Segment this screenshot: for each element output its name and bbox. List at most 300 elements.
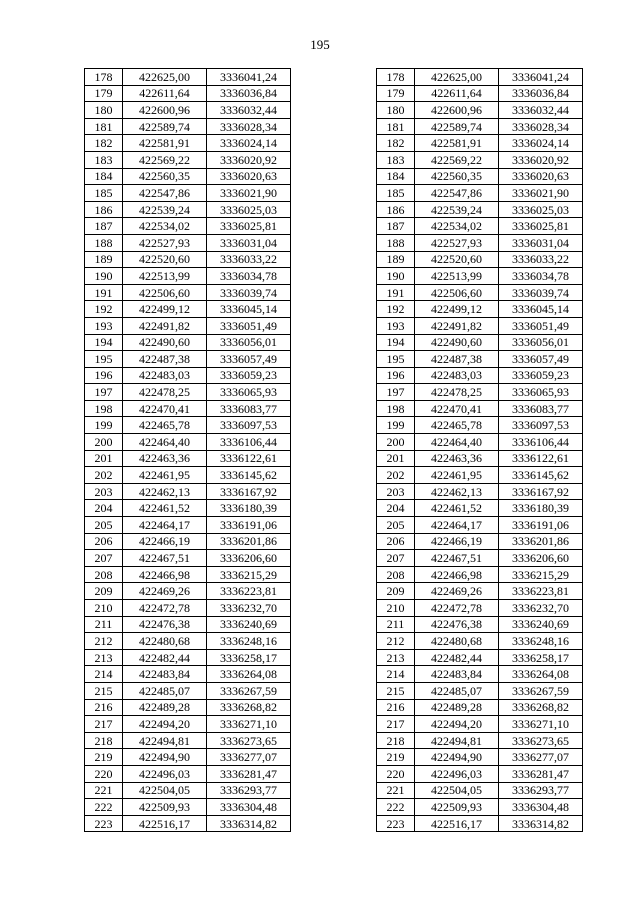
y-coordinate-cell: 3336258,17 — [207, 649, 291, 666]
x-coordinate-cell: 422485,07 — [123, 682, 207, 699]
x-coordinate-cell: 422491,82 — [123, 317, 207, 334]
point-number-cell: 210 — [85, 600, 123, 617]
x-coordinate-cell: 422472,78 — [123, 600, 207, 617]
x-coordinate-cell: 422534,02 — [415, 218, 499, 235]
point-number-cell: 199 — [377, 417, 415, 434]
point-number-cell: 179 — [85, 85, 123, 102]
y-coordinate-cell: 3336273,65 — [207, 732, 291, 749]
x-coordinate-cell: 422464,40 — [123, 434, 207, 451]
point-number-cell: 206 — [377, 533, 415, 550]
x-coordinate-cell: 422482,44 — [415, 649, 499, 666]
point-number-cell: 223 — [377, 815, 415, 832]
y-coordinate-cell: 3336032,44 — [207, 102, 291, 119]
x-coordinate-cell: 422491,82 — [415, 317, 499, 334]
point-number-cell: 202 — [377, 467, 415, 484]
point-number-cell: 192 — [377, 301, 415, 318]
y-coordinate-cell: 3336223,81 — [207, 583, 291, 600]
x-coordinate-cell: 422494,20 — [415, 716, 499, 733]
point-number-cell: 184 — [377, 168, 415, 185]
y-coordinate-cell: 3336264,08 — [499, 666, 583, 683]
y-coordinate-cell: 3336051,49 — [499, 317, 583, 334]
y-coordinate-cell: 3336201,86 — [207, 533, 291, 550]
x-coordinate-cell: 422509,93 — [123, 799, 207, 816]
x-coordinate-cell: 422600,96 — [415, 102, 499, 119]
x-coordinate-cell: 422464,17 — [123, 517, 207, 534]
x-coordinate-cell: 422494,20 — [123, 716, 207, 733]
y-coordinate-cell: 3336025,81 — [499, 218, 583, 235]
table-row — [85, 434, 291, 451]
y-coordinate-cell: 3336033,22 — [207, 251, 291, 268]
y-coordinate-cell: 3336314,82 — [207, 815, 291, 832]
y-coordinate-cell: 3336065,93 — [499, 384, 583, 401]
table-row — [85, 367, 291, 384]
y-coordinate-cell: 3336059,23 — [207, 367, 291, 384]
y-coordinate-cell: 3336021,90 — [207, 185, 291, 202]
point-number-cell: 216 — [85, 699, 123, 716]
table-body — [377, 69, 583, 832]
y-coordinate-cell: 3336097,53 — [207, 417, 291, 434]
x-coordinate-cell: 422467,51 — [123, 550, 207, 567]
y-coordinate-cell: 3336059,23 — [499, 367, 583, 384]
table-row — [377, 782, 583, 799]
x-coordinate-cell: 422569,22 — [415, 151, 499, 168]
x-coordinate-cell: 422516,17 — [415, 815, 499, 832]
point-number-cell: 194 — [377, 334, 415, 351]
table-row — [85, 301, 291, 318]
x-coordinate-cell: 422527,93 — [123, 234, 207, 251]
y-coordinate-cell: 3336268,82 — [499, 699, 583, 716]
table-row — [377, 600, 583, 617]
x-coordinate-cell: 422494,90 — [123, 749, 207, 766]
table-row — [377, 234, 583, 251]
table-row — [377, 749, 583, 766]
x-coordinate-cell: 422625,00 — [415, 69, 499, 86]
x-coordinate-cell: 422467,51 — [415, 550, 499, 567]
point-number-cell: 209 — [377, 583, 415, 600]
y-coordinate-cell: 3336036,84 — [499, 85, 583, 102]
point-number-cell: 221 — [85, 782, 123, 799]
table-body — [85, 69, 291, 832]
table-row — [85, 168, 291, 185]
y-coordinate-cell: 3336304,48 — [207, 799, 291, 816]
x-coordinate-cell: 422506,60 — [123, 284, 207, 301]
table-row — [377, 367, 583, 384]
point-number-cell: 219 — [85, 749, 123, 766]
x-coordinate-cell: 422527,93 — [415, 234, 499, 251]
point-number-cell: 203 — [85, 483, 123, 500]
y-coordinate-cell: 3336314,82 — [499, 815, 583, 832]
point-number-cell: 185 — [377, 185, 415, 202]
table-row — [85, 384, 291, 401]
table-row — [85, 649, 291, 666]
x-coordinate-cell: 422466,98 — [123, 566, 207, 583]
table-row — [85, 417, 291, 434]
y-coordinate-cell: 3336033,22 — [499, 251, 583, 268]
point-number-cell: 210 — [377, 600, 415, 617]
y-coordinate-cell: 3336024,14 — [207, 135, 291, 152]
table-row — [377, 400, 583, 417]
point-number-cell: 209 — [85, 583, 123, 600]
table-row — [377, 434, 583, 451]
x-coordinate-cell: 422611,64 — [123, 85, 207, 102]
point-number-cell: 201 — [377, 450, 415, 467]
table-row — [85, 69, 291, 86]
x-coordinate-cell: 422625,00 — [123, 69, 207, 86]
y-coordinate-cell: 3336277,07 — [499, 749, 583, 766]
y-coordinate-cell: 3336268,82 — [207, 699, 291, 716]
x-coordinate-cell: 422496,03 — [415, 765, 499, 782]
point-number-cell: 198 — [377, 400, 415, 417]
y-coordinate-cell: 3336215,29 — [499, 566, 583, 583]
x-coordinate-cell: 422539,24 — [123, 201, 207, 218]
y-coordinate-cell: 3336020,63 — [207, 168, 291, 185]
y-coordinate-cell: 3336304,48 — [499, 799, 583, 816]
point-number-cell: 212 — [85, 633, 123, 650]
x-coordinate-cell: 422462,13 — [123, 483, 207, 500]
table-row — [377, 616, 583, 633]
point-number-cell: 186 — [85, 201, 123, 218]
table-row — [377, 633, 583, 650]
table-row — [377, 799, 583, 816]
y-coordinate-cell: 3336028,34 — [207, 118, 291, 135]
table-row — [85, 566, 291, 583]
y-coordinate-cell: 3336039,74 — [499, 284, 583, 301]
point-number-cell: 215 — [85, 682, 123, 699]
point-number-cell: 185 — [85, 185, 123, 202]
point-number-cell: 181 — [377, 118, 415, 135]
table-row — [85, 517, 291, 534]
table-row — [85, 450, 291, 467]
y-coordinate-cell: 3336056,01 — [207, 334, 291, 351]
point-number-cell: 196 — [377, 367, 415, 384]
table-row — [377, 533, 583, 550]
y-coordinate-cell: 3336201,86 — [499, 533, 583, 550]
y-coordinate-cell: 3336106,44 — [499, 434, 583, 451]
table-row — [85, 732, 291, 749]
page-number: 195 — [310, 37, 330, 52]
table-row — [85, 118, 291, 135]
point-number-cell: 220 — [377, 765, 415, 782]
point-number-cell: 215 — [377, 682, 415, 699]
table-row — [377, 666, 583, 683]
point-number-cell: 178 — [377, 69, 415, 86]
x-coordinate-cell: 422520,60 — [415, 251, 499, 268]
point-number-cell: 213 — [377, 649, 415, 666]
table-row — [377, 566, 583, 583]
point-number-cell: 191 — [85, 284, 123, 301]
table-row — [377, 682, 583, 699]
table-row — [85, 218, 291, 235]
table-row — [85, 682, 291, 699]
x-coordinate-cell: 422463,36 — [123, 450, 207, 467]
y-coordinate-cell: 3336264,08 — [207, 666, 291, 683]
y-coordinate-cell: 3336258,17 — [499, 649, 583, 666]
x-coordinate-cell: 422494,81 — [415, 732, 499, 749]
point-number-cell: 179 — [377, 85, 415, 102]
point-number-cell: 178 — [85, 69, 123, 86]
point-number-cell: 180 — [377, 102, 415, 119]
table-row — [377, 483, 583, 500]
table-row — [85, 749, 291, 766]
y-coordinate-cell: 3336240,69 — [207, 616, 291, 633]
point-number-cell: 193 — [377, 317, 415, 334]
y-coordinate-cell: 3336020,63 — [499, 168, 583, 185]
x-coordinate-cell: 422504,05 — [415, 782, 499, 799]
point-number-cell: 218 — [377, 732, 415, 749]
point-number-cell: 220 — [85, 765, 123, 782]
x-coordinate-cell: 422589,74 — [415, 118, 499, 135]
y-coordinate-cell: 3336039,74 — [207, 284, 291, 301]
x-coordinate-cell: 422569,22 — [123, 151, 207, 168]
x-coordinate-cell: 422464,40 — [415, 434, 499, 451]
x-coordinate-cell: 422504,05 — [123, 782, 207, 799]
table-row — [85, 550, 291, 567]
table-row — [85, 284, 291, 301]
table-row — [377, 201, 583, 218]
point-number-cell: 205 — [85, 517, 123, 534]
y-coordinate-cell: 3336122,61 — [207, 450, 291, 467]
x-coordinate-cell: 422478,25 — [415, 384, 499, 401]
x-coordinate-cell: 422560,35 — [123, 168, 207, 185]
table-row — [377, 815, 583, 832]
point-number-cell: 191 — [377, 284, 415, 301]
point-number-cell: 204 — [377, 500, 415, 517]
y-coordinate-cell: 3336271,10 — [207, 716, 291, 733]
table-row — [85, 201, 291, 218]
x-coordinate-cell: 422489,28 — [123, 699, 207, 716]
x-coordinate-cell: 422462,13 — [415, 483, 499, 500]
y-coordinate-cell: 3336277,07 — [207, 749, 291, 766]
x-coordinate-cell: 422466,19 — [123, 533, 207, 550]
y-coordinate-cell: 3336293,77 — [207, 782, 291, 799]
x-coordinate-cell: 422483,84 — [123, 666, 207, 683]
point-number-cell: 195 — [85, 351, 123, 368]
x-coordinate-cell: 422600,96 — [123, 102, 207, 119]
table-row — [377, 351, 583, 368]
y-coordinate-cell: 3336232,70 — [499, 600, 583, 617]
point-number-cell: 214 — [377, 666, 415, 683]
y-coordinate-cell: 3336215,29 — [207, 566, 291, 583]
point-number-cell: 221 — [377, 782, 415, 799]
x-coordinate-cell: 422499,12 — [123, 301, 207, 318]
point-number-cell: 183 — [85, 151, 123, 168]
y-coordinate-cell: 3336025,03 — [207, 201, 291, 218]
y-coordinate-cell: 3336036,84 — [207, 85, 291, 102]
table-row — [377, 417, 583, 434]
point-number-cell: 194 — [85, 334, 123, 351]
table-row — [377, 384, 583, 401]
x-coordinate-cell: 422480,68 — [415, 633, 499, 650]
table-row — [85, 633, 291, 650]
table-row — [85, 815, 291, 832]
y-coordinate-cell: 3336267,59 — [499, 682, 583, 699]
table-row — [377, 135, 583, 152]
y-coordinate-cell: 3336020,92 — [499, 151, 583, 168]
y-coordinate-cell: 3336025,81 — [207, 218, 291, 235]
point-number-cell: 192 — [85, 301, 123, 318]
x-coordinate-cell: 422470,41 — [415, 400, 499, 417]
table-row — [377, 732, 583, 749]
x-coordinate-cell: 422470,41 — [123, 400, 207, 417]
y-coordinate-cell: 3336232,70 — [207, 600, 291, 617]
point-number-cell: 189 — [85, 251, 123, 268]
y-coordinate-cell: 3336056,01 — [499, 334, 583, 351]
x-coordinate-cell: 422513,99 — [123, 268, 207, 285]
table-row — [377, 185, 583, 202]
table-row — [85, 583, 291, 600]
point-number-cell: 217 — [85, 716, 123, 733]
y-coordinate-cell: 3336020,92 — [207, 151, 291, 168]
x-coordinate-cell: 422496,03 — [123, 765, 207, 782]
y-coordinate-cell: 3336083,77 — [207, 400, 291, 417]
point-number-cell: 217 — [377, 716, 415, 733]
table-row — [85, 765, 291, 782]
x-coordinate-cell: 422534,02 — [123, 218, 207, 235]
table-row — [85, 616, 291, 633]
x-coordinate-cell: 422461,95 — [415, 467, 499, 484]
y-coordinate-cell: 3336240,69 — [499, 616, 583, 633]
x-coordinate-cell: 422494,81 — [123, 732, 207, 749]
table-row — [85, 666, 291, 683]
x-coordinate-cell: 422487,38 — [415, 351, 499, 368]
point-number-cell: 207 — [85, 550, 123, 567]
x-coordinate-cell: 422494,90 — [415, 749, 499, 766]
x-coordinate-cell: 422547,86 — [123, 185, 207, 202]
x-coordinate-cell: 422611,64 — [415, 85, 499, 102]
x-coordinate-cell: 422516,17 — [123, 815, 207, 832]
y-coordinate-cell: 3336028,34 — [499, 118, 583, 135]
point-number-cell: 211 — [377, 616, 415, 633]
x-coordinate-cell: 422490,60 — [415, 334, 499, 351]
table-row — [85, 500, 291, 517]
table-row — [85, 102, 291, 119]
point-number-cell: 203 — [377, 483, 415, 500]
x-coordinate-cell: 422499,12 — [415, 301, 499, 318]
x-coordinate-cell: 422482,44 — [123, 649, 207, 666]
x-coordinate-cell: 422461,52 — [415, 500, 499, 517]
table-row — [85, 317, 291, 334]
y-coordinate-cell: 3336041,24 — [499, 69, 583, 86]
point-number-cell: 188 — [377, 234, 415, 251]
y-coordinate-cell: 3336025,03 — [499, 201, 583, 218]
point-number-cell: 216 — [377, 699, 415, 716]
point-number-cell: 213 — [85, 649, 123, 666]
y-coordinate-cell: 3336191,06 — [499, 517, 583, 534]
table-row — [377, 168, 583, 185]
table-row — [377, 251, 583, 268]
y-coordinate-cell: 3336024,14 — [499, 135, 583, 152]
x-coordinate-cell: 422465,78 — [123, 417, 207, 434]
y-coordinate-cell: 3336031,04 — [499, 234, 583, 251]
point-number-cell: 196 — [85, 367, 123, 384]
table-row — [85, 85, 291, 102]
table-row — [377, 102, 583, 119]
point-number-cell: 202 — [85, 467, 123, 484]
y-coordinate-cell: 3336180,39 — [207, 500, 291, 517]
point-number-cell: 208 — [85, 566, 123, 583]
table-row — [377, 268, 583, 285]
y-coordinate-cell: 3336051,49 — [207, 317, 291, 334]
table-row — [377, 765, 583, 782]
point-number-cell: 190 — [377, 268, 415, 285]
point-number-cell: 206 — [85, 533, 123, 550]
x-coordinate-cell: 422547,86 — [415, 185, 499, 202]
table-row — [85, 334, 291, 351]
y-coordinate-cell: 3336167,92 — [499, 483, 583, 500]
point-number-cell: 219 — [377, 749, 415, 766]
point-number-cell: 182 — [85, 135, 123, 152]
point-number-cell: 222 — [377, 799, 415, 816]
x-coordinate-cell: 422466,98 — [415, 566, 499, 583]
x-coordinate-cell: 422589,74 — [123, 118, 207, 135]
point-number-cell: 218 — [85, 732, 123, 749]
table-row — [85, 716, 291, 733]
y-coordinate-cell: 3336271,10 — [499, 716, 583, 733]
table-row — [85, 251, 291, 268]
y-coordinate-cell: 3336167,92 — [207, 483, 291, 500]
point-number-cell: 193 — [85, 317, 123, 334]
x-coordinate-cell: 422469,26 — [123, 583, 207, 600]
y-coordinate-cell: 3336248,16 — [499, 633, 583, 650]
table-row — [377, 151, 583, 168]
y-coordinate-cell: 3336281,47 — [499, 765, 583, 782]
x-coordinate-cell: 422480,68 — [123, 633, 207, 650]
point-number-cell: 199 — [85, 417, 123, 434]
x-coordinate-cell: 422520,60 — [123, 251, 207, 268]
coordinates-table-right — [376, 68, 583, 832]
y-coordinate-cell: 3336021,90 — [499, 185, 583, 202]
y-coordinate-cell: 3336057,49 — [499, 351, 583, 368]
table-row — [85, 799, 291, 816]
x-coordinate-cell: 422539,24 — [415, 201, 499, 218]
point-number-cell: 211 — [85, 616, 123, 633]
x-coordinate-cell: 422461,95 — [123, 467, 207, 484]
y-coordinate-cell: 3336145,62 — [207, 467, 291, 484]
point-number-cell: 223 — [85, 815, 123, 832]
y-coordinate-cell: 3336180,39 — [499, 500, 583, 517]
point-number-cell: 214 — [85, 666, 123, 683]
y-coordinate-cell: 3336083,77 — [499, 400, 583, 417]
y-coordinate-cell: 3336106,44 — [207, 434, 291, 451]
table-row — [85, 483, 291, 500]
point-number-cell: 212 — [377, 633, 415, 650]
table-row — [377, 301, 583, 318]
y-coordinate-cell: 3336248,16 — [207, 633, 291, 650]
y-coordinate-cell: 3336034,78 — [499, 268, 583, 285]
table-row — [377, 583, 583, 600]
x-coordinate-cell: 422464,17 — [415, 517, 499, 534]
table-row — [377, 550, 583, 567]
point-number-cell: 182 — [377, 135, 415, 152]
y-coordinate-cell: 3336034,78 — [207, 268, 291, 285]
x-coordinate-cell: 422513,99 — [415, 268, 499, 285]
x-coordinate-cell: 422490,60 — [123, 334, 207, 351]
y-coordinate-cell: 3336031,04 — [207, 234, 291, 251]
point-number-cell: 204 — [85, 500, 123, 517]
y-coordinate-cell: 3336191,06 — [207, 517, 291, 534]
table-row — [85, 600, 291, 617]
point-number-cell: 180 — [85, 102, 123, 119]
x-coordinate-cell: 422476,38 — [123, 616, 207, 633]
point-number-cell: 188 — [85, 234, 123, 251]
x-coordinate-cell: 422581,91 — [123, 135, 207, 152]
x-coordinate-cell: 422560,35 — [415, 168, 499, 185]
table-row — [377, 69, 583, 86]
table-row — [85, 268, 291, 285]
x-coordinate-cell: 422469,26 — [415, 583, 499, 600]
x-coordinate-cell: 422466,19 — [415, 533, 499, 550]
point-number-cell: 195 — [377, 351, 415, 368]
